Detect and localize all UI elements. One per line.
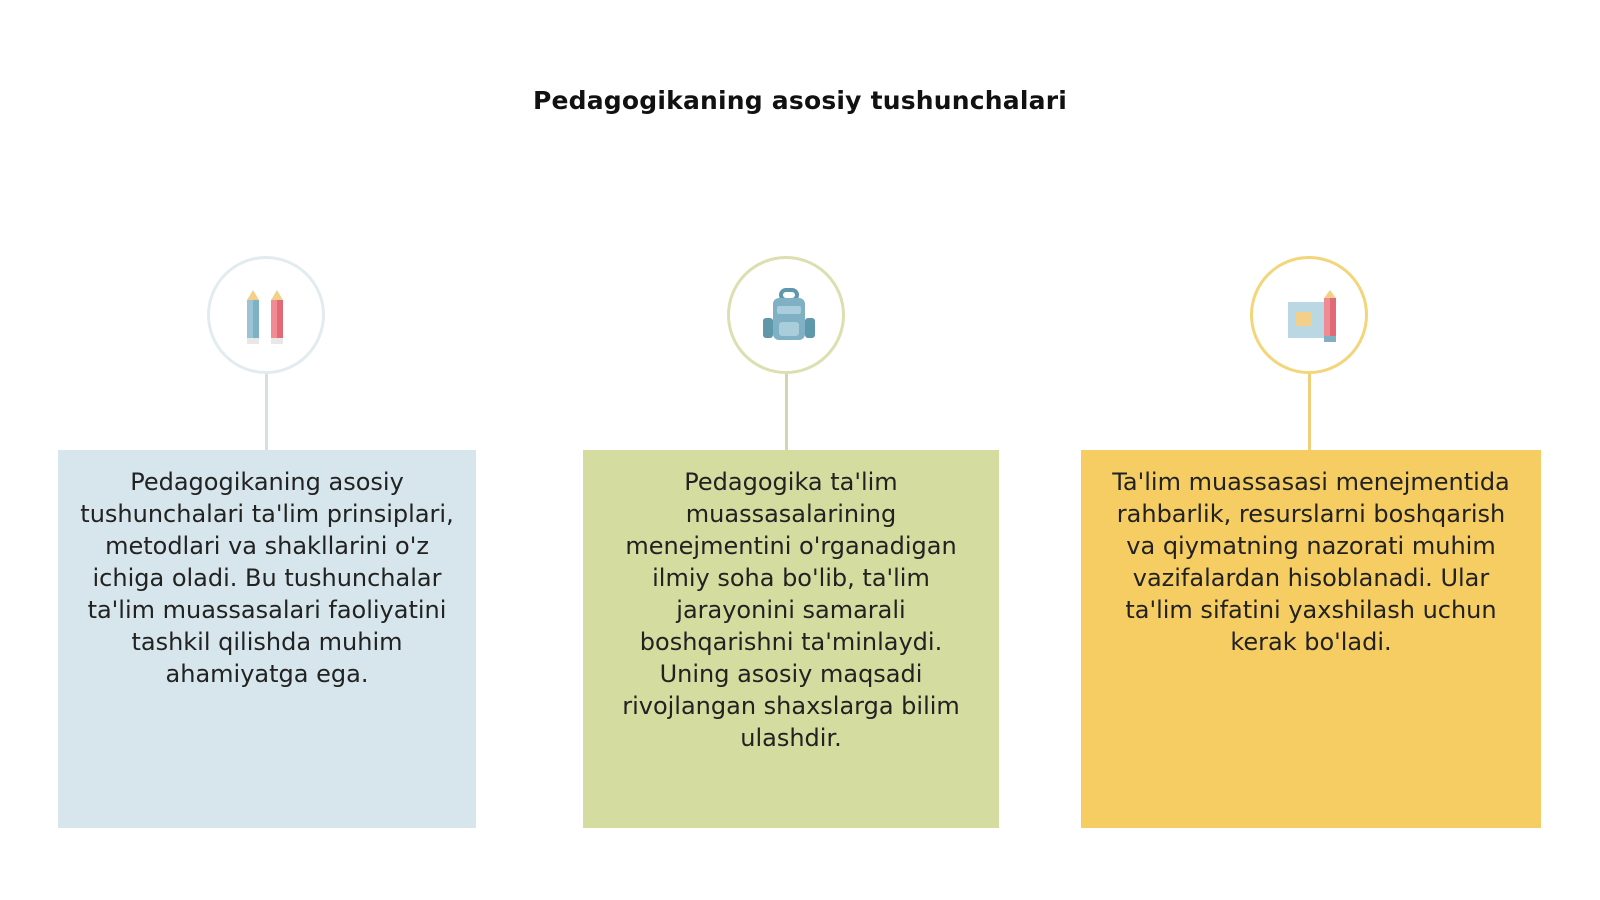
concept-3-card (1081, 450, 1541, 828)
page-title: Pedagogikaning asosiy tushunchalari (532, 86, 1068, 115)
concept-1-connector (265, 374, 268, 450)
concept-2-icon-circle (727, 256, 845, 374)
notepad-pencil-icon (1282, 288, 1342, 348)
pencils-icon (239, 288, 299, 348)
backpack-icon (759, 288, 819, 348)
concept-2-connector (785, 374, 788, 450)
concept-3-connector (1308, 374, 1311, 450)
concept-1-text: Pedagogikaning asosiy tushunchalari ta'lim prinsiplari, metodlari va shakllarini o'z ichiga oladi. Bu tushunchalar ta'lim muassasalari faoliyatini tashkil qilishda muhim ahamiyatga ega. (80, 468, 454, 688)
concept-1-card (58, 450, 476, 828)
concept-3-icon-circle (1250, 256, 1368, 374)
concept-3-text: Ta'lim muassasasi menejmentida rahbarlik, resurslarni boshqarish va qiymatning nazorati muhim vazifalardan hisoblanadi. Ular ta'lim sifatini yaxshilash uchun kerak bo'ladi. (1112, 468, 1510, 656)
concept-2-text: Pedagogika ta'lim muassasalarining menejmentini o'rganadigan ilmiy soha bo'lib, ta'lim jarayonini samarali boshqarishni ta'minlaydi. Uning asosiy maqsadi rivojlangan shaxslarga bilim ulashdir. (622, 468, 960, 752)
concept-2-card (583, 450, 999, 828)
concept-1-icon-circle (207, 256, 325, 374)
